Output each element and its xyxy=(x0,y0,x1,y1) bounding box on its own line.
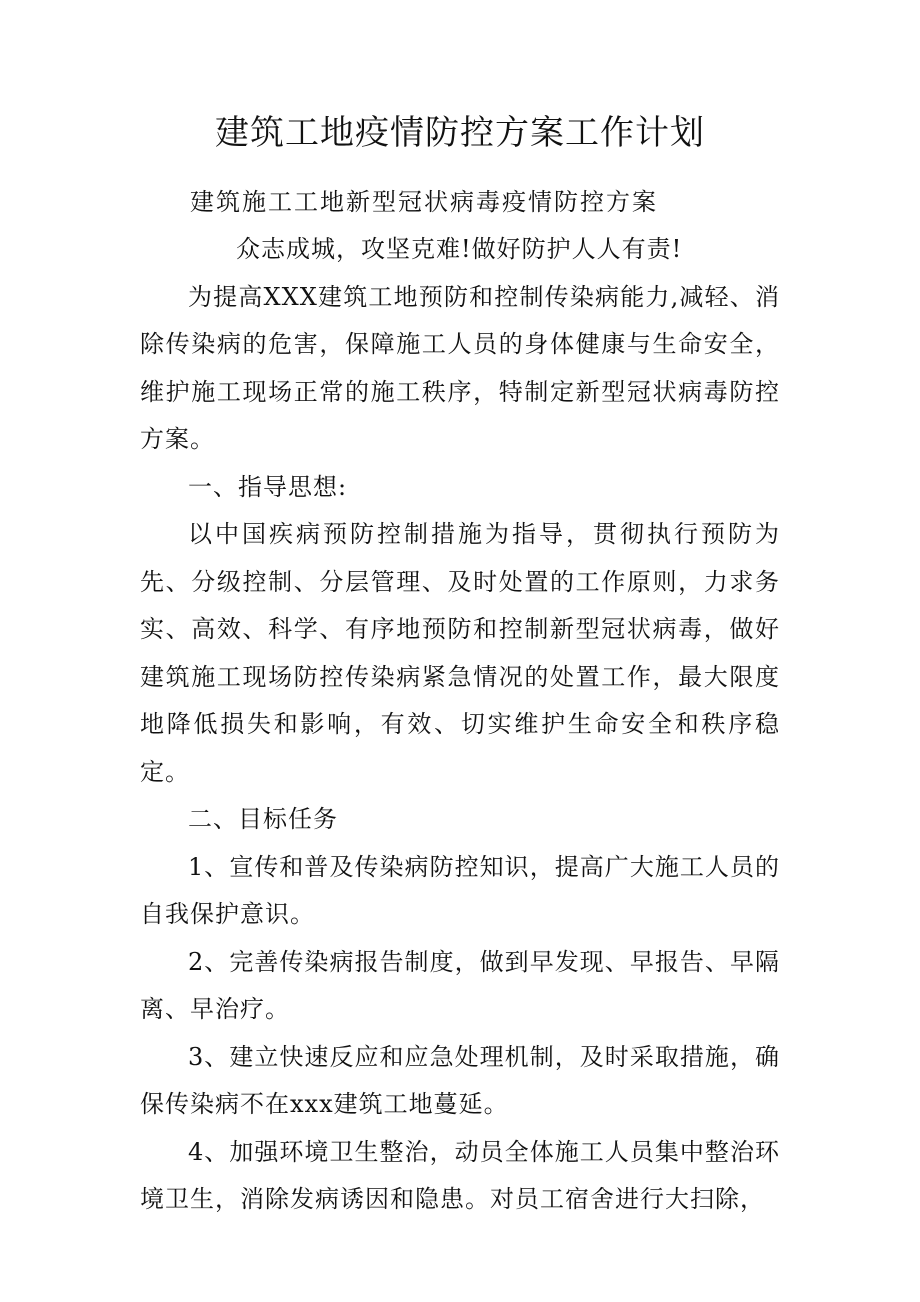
slogan: 众志成城，攻坚克难!做好防护人人有责! xyxy=(236,235,683,263)
section-heading-goals: 二、目标任务 xyxy=(188,805,338,833)
document-subtitle: 建筑施工工地新型冠状病毒疫情防控方案 xyxy=(190,188,658,216)
goal-item-4: 4、加强环境卫生整治，动员全体施工人员集中整治环境卫生，消除发病诱因和隐患。对员工宿舍进行大扫除， xyxy=(140,1137,780,1213)
paragraph-guiding-thought: 以中国疾病预防控制措施为指导，贯彻执行预防为先、分级控制、分层管理、及时处置的工作原则，力求务实、高效、科学、有序地预防和控制新型冠状病毒，做好建筑施工现场防控传染病紧急情况的处置工作，最大限度地降低损失和影响，有效、切实维护生命安全和秩序稳定。 xyxy=(140,520,780,786)
document-body xyxy=(140,226,780,1224)
goal-item-3: 3、建立快速反应和应急处理机制，及时采取措施，确保传染病不在xxx建筑工地蔓延。 xyxy=(140,1042,780,1118)
section-heading-guiding-thought: 一、指导思想: xyxy=(188,472,348,501)
paragraph-intro: 为提高XXX建筑工地预防和控制传染病能力,减轻、消除传染病的危害，保障施工人员的身体健康与生命安全，维护施工现场正常的施工秩序，特制定新型冠状病毒防控方案。 xyxy=(140,282,780,453)
document-title: 建筑工地疫情防控方案工作计划 xyxy=(215,113,705,153)
goal-item-2: 2、完善传染病报告制度，做到早发现、早报告、早隔离、早治疗。 xyxy=(140,947,780,1023)
goal-item-1: 1、宣传和普及传染病防控知识，提高广大施工人员的自我保护意识。 xyxy=(140,852,780,928)
